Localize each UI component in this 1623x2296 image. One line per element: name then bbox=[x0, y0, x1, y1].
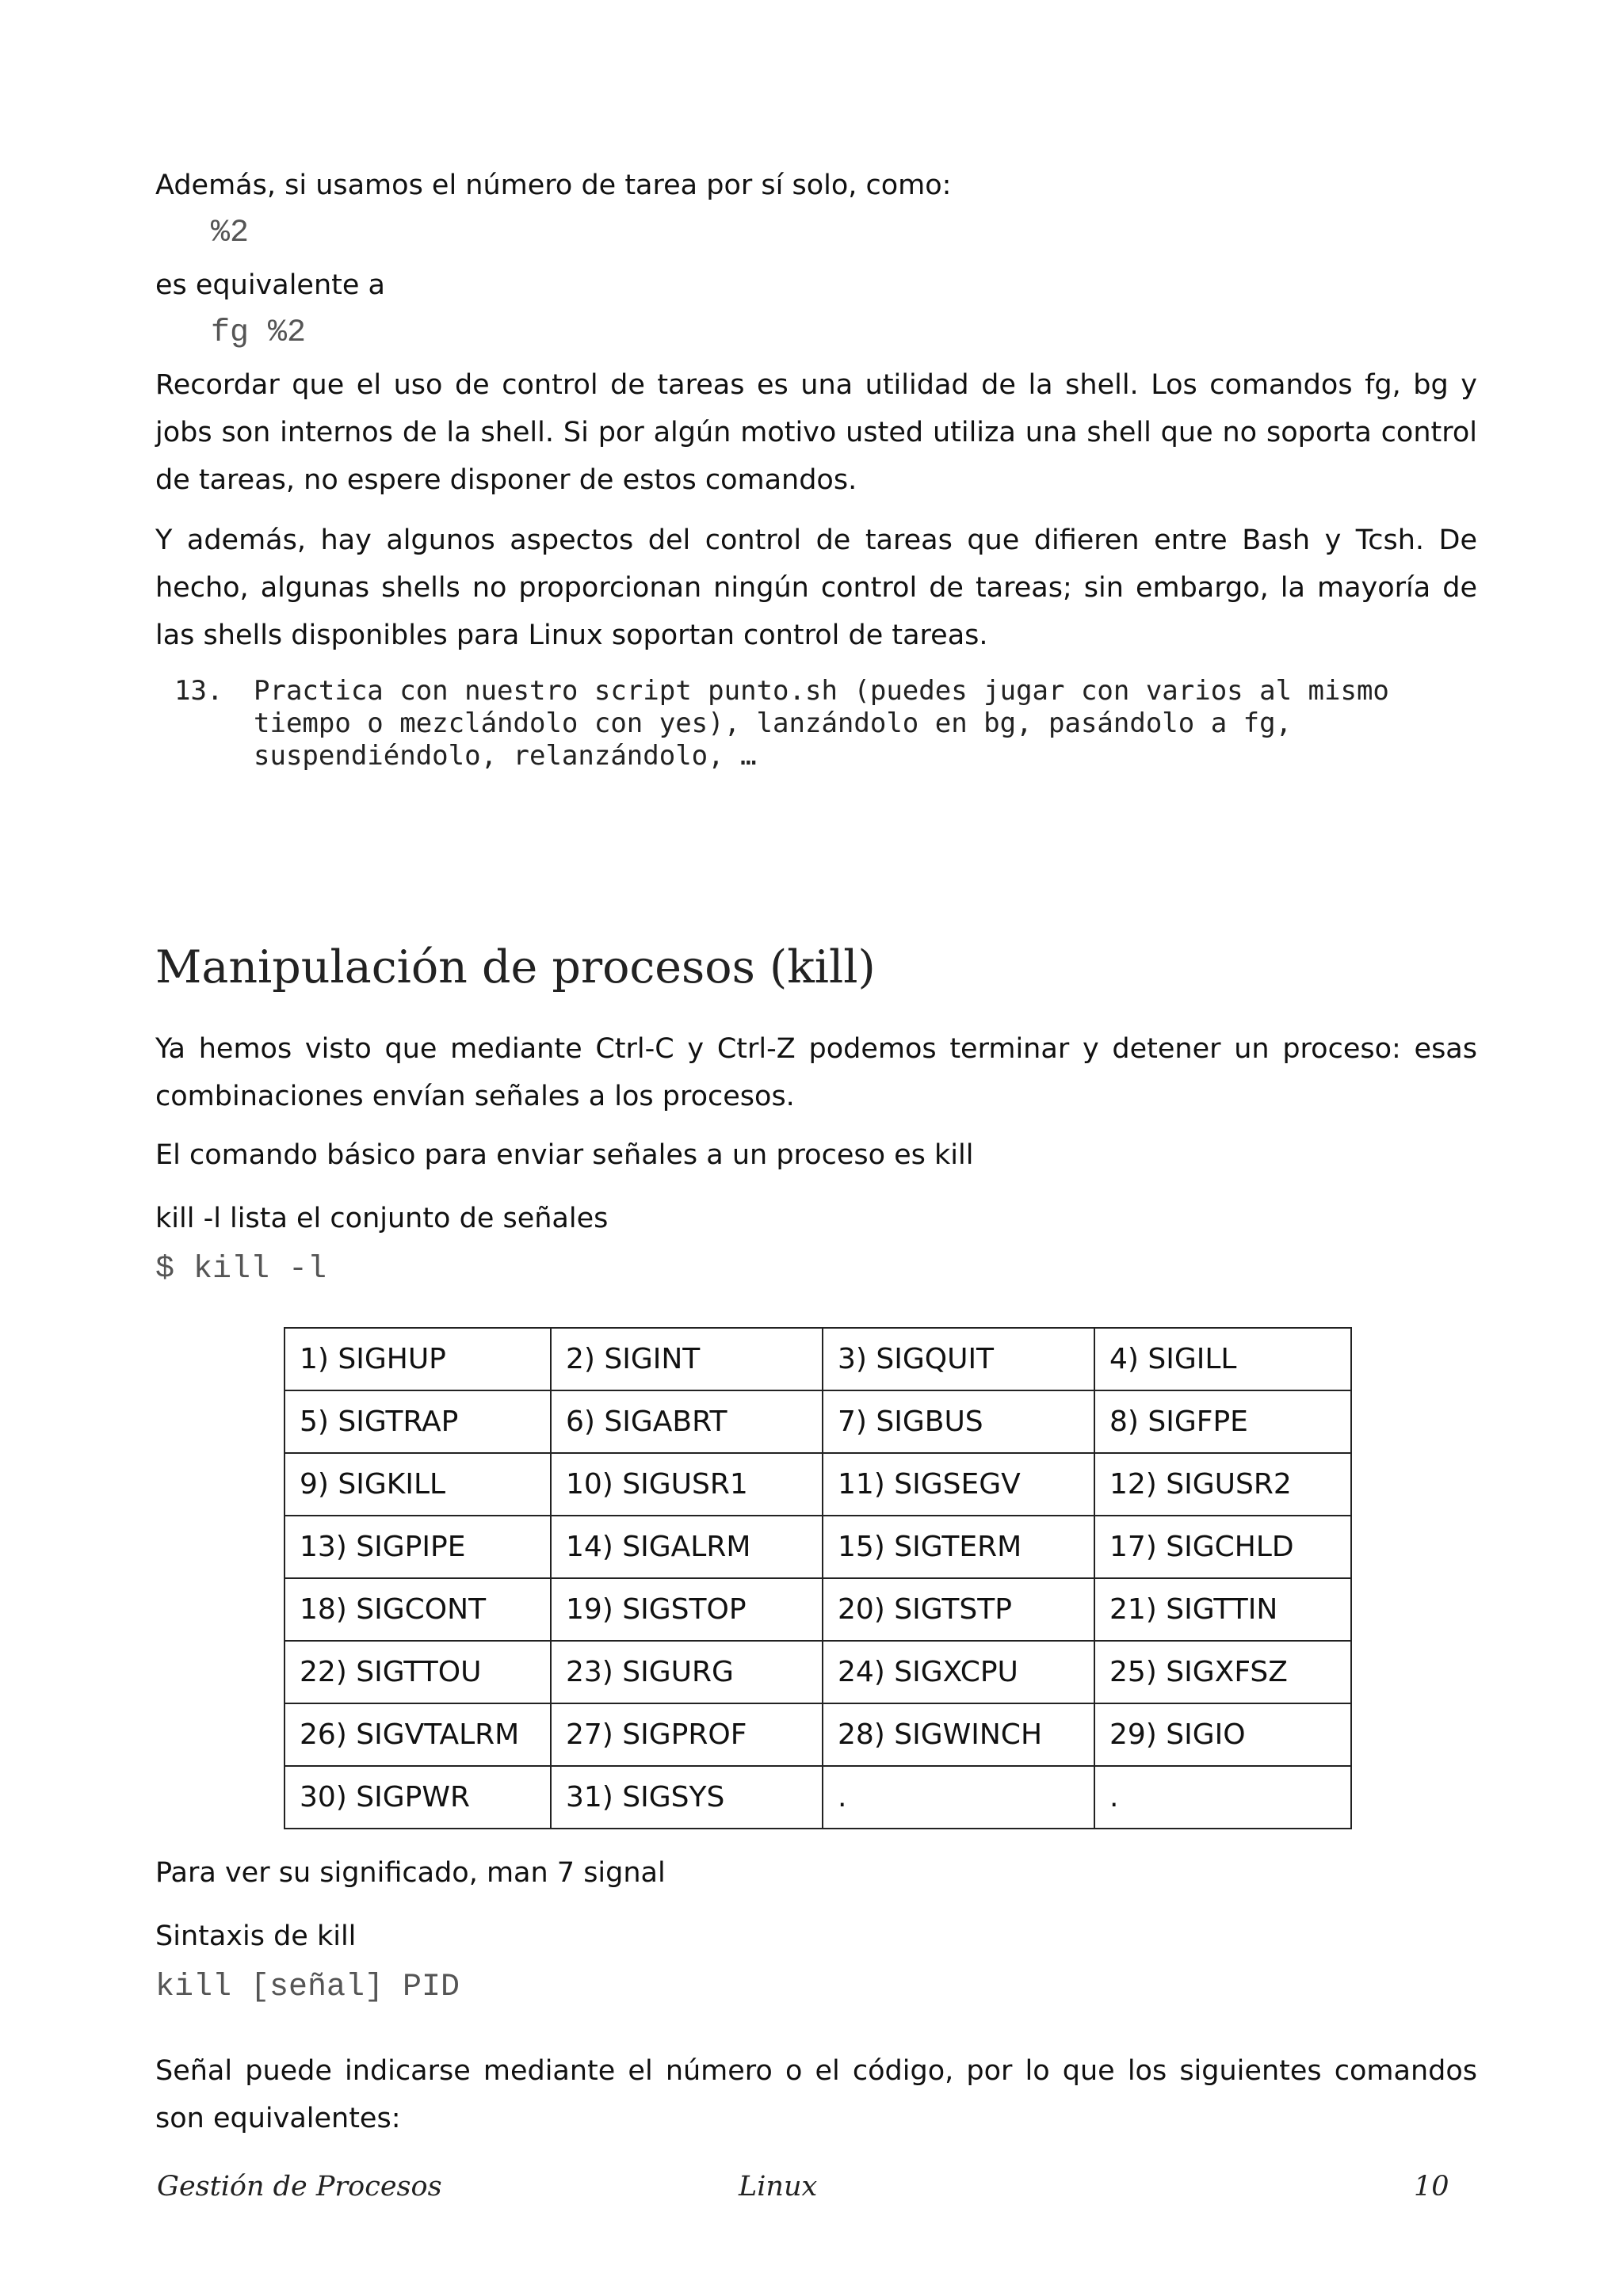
footer-page-number: 10 bbox=[1414, 2171, 1449, 2203]
table-cell: 4) SIGILL bbox=[1094, 1328, 1351, 1390]
table-cell: 11) SIGSEGV bbox=[823, 1453, 1094, 1516]
table-cell: 18) SIGCONT bbox=[285, 1578, 551, 1641]
code-job-number: %2 bbox=[211, 215, 250, 251]
intro-paragraph-2: es equivalente a bbox=[155, 269, 385, 301]
intro-paragraph-4: Y además, hay algunos aspectos del control de tareas que difieren entre Bash y Tcsh. De hecho, algunas shells no proporcionan ningún control de tareas; sin embargo, la mayoría de las shells disponibles para Linux soportan control de tareas. bbox=[155, 524, 1477, 651]
table-cell: 23) SIGURG bbox=[551, 1641, 823, 1703]
section-paragraph-3: kill -l lista el conjunto de señales bbox=[155, 1203, 609, 1234]
table-cell: 15) SIGTERM bbox=[823, 1516, 1094, 1578]
exercise-number: 13. bbox=[174, 675, 223, 707]
table-cell: 31) SIGSYS bbox=[551, 1766, 823, 1829]
table-row bbox=[285, 1578, 1351, 1641]
exercise-text bbox=[254, 675, 1601, 772]
table-row bbox=[285, 1390, 1351, 1453]
table-cell: 21) SIGTTIN bbox=[1094, 1578, 1351, 1641]
table-cell: 9) SIGKILL bbox=[285, 1453, 551, 1516]
table-cell: 7) SIGBUS bbox=[823, 1390, 1094, 1453]
table-cell: 24) SIGXCPU bbox=[823, 1641, 1094, 1703]
table-row bbox=[285, 1641, 1351, 1703]
table-cell: 25) SIGXFSZ bbox=[1094, 1641, 1351, 1703]
table-cell: 12) SIGUSR2 bbox=[1094, 1453, 1351, 1516]
table-cell: 10) SIGUSR1 bbox=[551, 1453, 823, 1516]
table-cell: 27) SIGPROF bbox=[551, 1703, 823, 1766]
table-row bbox=[285, 1516, 1351, 1578]
table-cell: . bbox=[1094, 1766, 1351, 1829]
intro-paragraph-1: Además, si usamos el número de tarea por sí solo, como: bbox=[155, 170, 952, 201]
section-paragraph-1: Ya hemos visto que mediante Ctrl-C y Ctrl-Z podemos terminar y detener un proceso: esas combinaciones envían señales a los procesos. bbox=[155, 1033, 1477, 1112]
table-cell: 8) SIGFPE bbox=[1094, 1390, 1351, 1453]
code-kill-syntax: kill [señal] PID bbox=[155, 1970, 460, 2005]
table-cell: 29) SIGIO bbox=[1094, 1703, 1351, 1766]
table-cell: 6) SIGABRT bbox=[551, 1390, 823, 1453]
code-kill-list: $ kill -l bbox=[155, 1252, 327, 1287]
section-paragraph-6: Señal puede indicarse mediante el número o el código, por lo que los siguientes comandos son equivalentes: bbox=[155, 2055, 1477, 2134]
exercise-line: suspendiéndolo, relanzándolo, … bbox=[254, 740, 757, 772]
intro-paragraph-3: Recordar que el uso de control de tareas es una utilidad de la shell. Los comandos fg, bg y jobs son internos de la shell. Si por algún motivo usted utiliza una shell que no soporta control de tareas, no espere disponer de estos comandos. bbox=[155, 369, 1477, 496]
section-title: Manipulación de procesos (kill) bbox=[155, 941, 876, 994]
table-row bbox=[285, 1766, 1351, 1829]
table-row bbox=[285, 1453, 1351, 1516]
table-cell: 5) SIGTRAP bbox=[285, 1390, 551, 1453]
table-cell: 28) SIGWINCH bbox=[823, 1703, 1094, 1766]
footer-center-title: Linux bbox=[739, 2171, 818, 2203]
exercise-line: tiempo o mezclándolo con yes), lanzándolo en bg, pasándolo a fg, bbox=[254, 707, 1293, 739]
table-cell: 13) SIGPIPE bbox=[285, 1516, 551, 1578]
table-cell: 30) SIGPWR bbox=[285, 1766, 551, 1829]
table-cell: 22) SIGTTOU bbox=[285, 1641, 551, 1703]
table-cell: 3) SIGQUIT bbox=[823, 1328, 1094, 1390]
table-cell: 2) SIGINT bbox=[551, 1328, 823, 1390]
section-paragraph-5: Sintaxis de kill bbox=[155, 1920, 357, 1952]
exercise-line: Practica con nuestro script punto.sh (puedes jugar con varios al mismo bbox=[254, 675, 1389, 707]
section-paragraph-4: Para ver su significado, man 7 signal bbox=[155, 1857, 666, 1889]
table-cell: 1) SIGHUP bbox=[285, 1328, 551, 1390]
table-cell: 20) SIGTSTP bbox=[823, 1578, 1094, 1641]
table-cell: 19) SIGSTOP bbox=[551, 1578, 823, 1641]
table-cell: 26) SIGVTALRM bbox=[285, 1703, 551, 1766]
section-paragraph-2: El comando básico para enviar señales a un proceso es kill bbox=[155, 1139, 974, 1171]
code-fg-command: fg %2 bbox=[211, 315, 307, 351]
table-row bbox=[285, 1703, 1351, 1766]
table-cell: 14) SIGALRM bbox=[551, 1516, 823, 1578]
footer-left-title: Gestión de Procesos bbox=[157, 2171, 442, 2203]
signals-table bbox=[284, 1327, 1352, 1829]
table-cell: . bbox=[823, 1766, 1094, 1829]
table-row bbox=[285, 1328, 1351, 1390]
table-cell: 17) SIGCHLD bbox=[1094, 1516, 1351, 1578]
